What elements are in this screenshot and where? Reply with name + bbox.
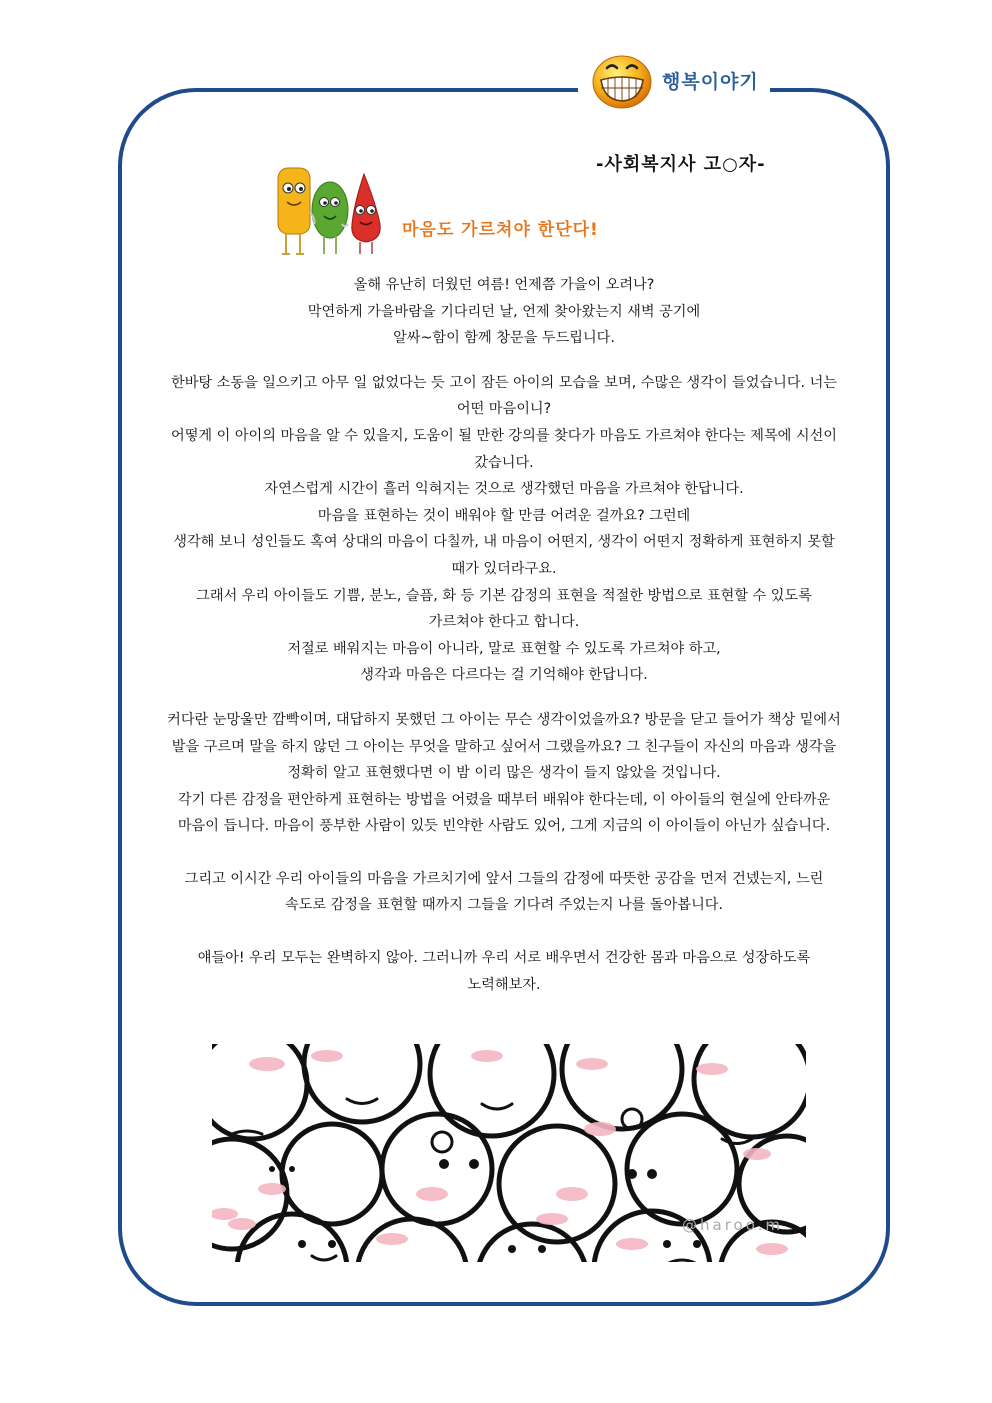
text-line: 그리고 이시간 우리 아이들의 마음을 가르치기에 앞서 그들의 감정에 따뜻한 공감을 먼저 건넸는지, 느린	[184, 870, 824, 887]
text-line: 어떤 마음이니?	[456, 401, 552, 418]
text-line: 때가 있더라구요.	[451, 560, 557, 577]
text-line: 얘들아! 우리 모두는 완벽하지 않아. 그러니까 우리 서로 배우면서 건강한 몸과 마음으로 성장하도록	[197, 950, 811, 967]
three-mascots-icon	[272, 164, 392, 258]
text-line: 정확히 알고 표현했다면 이 밤 이리 많은 생각이 들지 않았을 것입니다.	[287, 765, 721, 782]
text-line: 자연스럽게 시간이 흘러 익혀지는 것으로 생각했던 마음을 가르쳐야 한답니다.	[264, 481, 744, 498]
text-line: 마음이 듭니다. 마음이 풍부한 사람이 있듯 빈약한 사람도 있어, 그게 지금의 이 아이들이 아닌가 싶습니다.	[177, 818, 831, 835]
text-line: 한바탕 소동을 일으키고 아무 일 없었다는 듯 고이 잠든 아이의 모습을 보며, 수많은 생각이 들었습니다. 너는	[171, 374, 837, 391]
header-title: 행복이야기	[662, 70, 759, 93]
text-line: 속도로 감정을 표현할 때까지 그들을 기다려 주었는지 나를 돌아봅니다.	[284, 897, 724, 914]
text-line: 마음을 표현하는 것이 배워야 할 만큼 어려운 걸까요? 그런데	[317, 507, 691, 524]
faces-illustration	[212, 1044, 806, 1266]
text-line: 알싸~함이 함께 창문을 두드립니다.	[393, 330, 615, 347]
text-line: 발을 구르며 말을 하지 않던 그 아이는 무엇을 말하고 싶어서 그랬을까요? 그 친구들이 자신의 마음과 생각을	[171, 738, 837, 755]
illustration-watermark: @haroo.m	[682, 1216, 784, 1234]
text-line: 커다란 눈망울만 깜빡이며, 대답하지 못했던 그 아이는 무슨 생각이었을까요? 방문을 닫고 들어가 책상 밑에서	[167, 711, 841, 728]
text-line: 생각과 마음은 다르다는 걸 기억해야 한답니다.	[360, 667, 648, 684]
header-badge	[590, 50, 759, 110]
smiley-face-icon	[590, 50, 654, 110]
text-line: 올해 유난히 더웠던 여름! 언제쯤 가을이 오려나?	[353, 277, 655, 293]
mascots	[272, 164, 392, 262]
text-line: 가르쳐야 한다고 합니다.	[428, 614, 580, 631]
text-line: 갔습니다.	[474, 454, 534, 471]
text-line: 어떻게 이 아이의 마음을 알 수 있을지, 도움이 될 만한 강의를 찾다가 마음도 가르쳐야 한다는 제목에 시선이	[171, 427, 837, 444]
text-line: 저절로 배워지는 마음이 아니라, 말로 표현할 수 있도록 가르쳐야 하고,	[287, 640, 721, 657]
text-line: 노력해보자.	[467, 976, 541, 993]
text-line: 막연하게 가을바람을 기다리던 날, 언제 찾아왔는지 새벽 공기에	[307, 303, 701, 320]
article-body	[122, 272, 886, 998]
crowd-faces-illustration	[212, 1044, 806, 1262]
text-line: 각기 다른 감정을 편안하게 표현하는 방법을 어렸을 때부터 배워야 한다는데, 이 아이들의 현실에 안타까운	[177, 791, 831, 808]
author-line: -사회복지사 고○자-	[596, 154, 766, 175]
text-line: 생각해 보니 성인들도 혹여 상대의 마음이 다칠까, 내 마음이 어떤지, 생각이 어떤지 정확하게 표현하지 못할	[173, 534, 835, 551]
text-line: 그래서 우리 아이들도 기쁨, 분노, 슬픔, 화 등 기본 감정의 표현을 적절한 방법으로 표현할 수 있도록	[196, 587, 812, 604]
headline: 마음도 가르쳐야 한단다!	[402, 220, 599, 240]
